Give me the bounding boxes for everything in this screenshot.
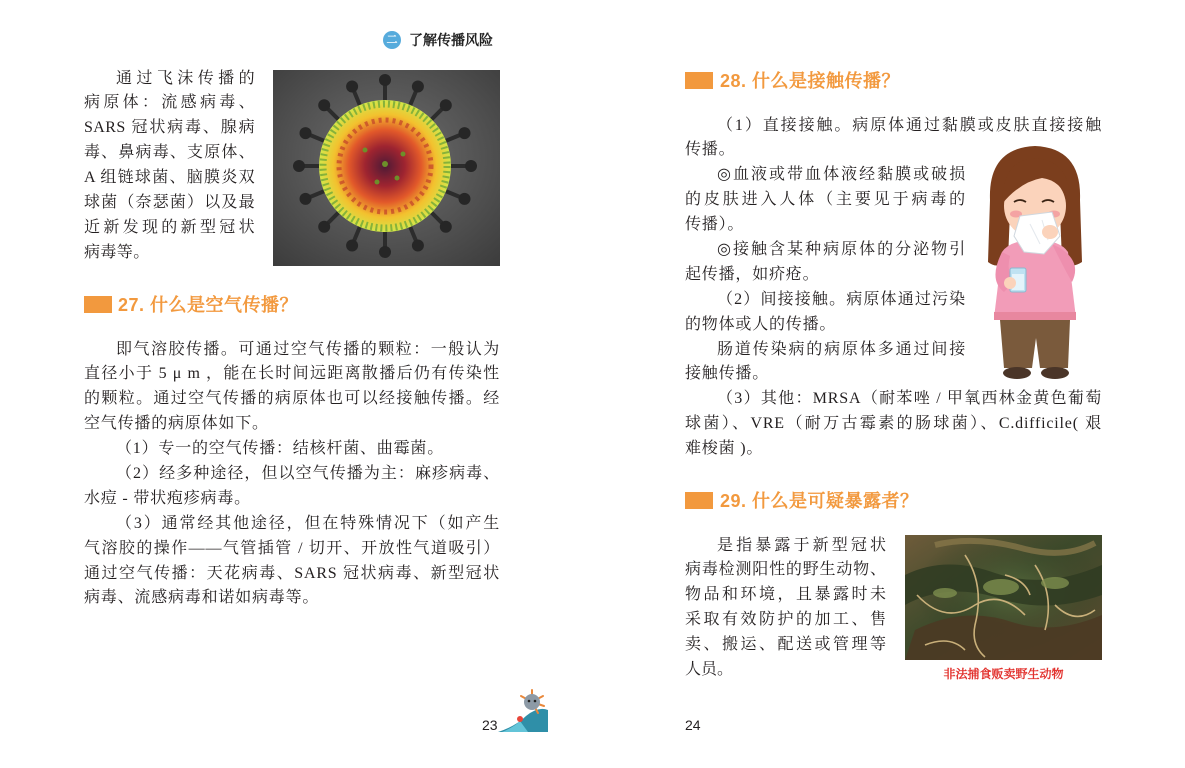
section-marker: [685, 492, 713, 509]
text-line: 的颗粒。通过空气传播的病原体也可以经接触传播。经: [84, 390, 500, 408]
text-line: 病毒、流感病毒和诺如病毒等。: [84, 589, 320, 607]
text-line: 毒、鼻病毒、支原体、: [84, 144, 255, 162]
text-line: ◎血液或带血体液经黏膜或破损: [717, 166, 966, 184]
text-line: 通过飞沫传播的: [116, 69, 255, 87]
section-29-body: [685, 534, 886, 683]
text-line: 气溶胶的操作——气管插管 / 切开、开放性气道吸引）: [84, 539, 500, 557]
text-line: （2）间接接触。病原体通过污染: [717, 290, 966, 308]
text-line: 即气溶胶传播。可通过空气传播的颗粒：一般认为: [116, 340, 500, 358]
text-line: 的皮肤进入人体（主要见于病毒的: [685, 191, 966, 209]
text-line: 空气传播的病原体如下。: [84, 415, 269, 433]
text-line: 人员。: [685, 660, 734, 678]
text-line: 近新发现的新型冠状: [84, 218, 255, 236]
wildlife-trade-photo: [905, 535, 1102, 660]
intro-paragraph: [84, 67, 255, 266]
text-line: 的物体或人的传播。: [685, 315, 837, 333]
chapter-badge: 二: [383, 31, 401, 49]
text-line: 起传播，如疥疮。: [685, 265, 820, 283]
text-line: 物品和环境，且暴露时未: [685, 586, 886, 604]
text-line: 难梭菌 )。: [685, 440, 764, 458]
section-28-heading: 28. 什么是接触传播？: [720, 71, 901, 91]
text-line: 肠道传染病的病原体多通过间接: [717, 340, 966, 358]
text-line: 球菌（奈瑟菌）以及最: [84, 193, 255, 211]
text-line: 直径小于 5 μ m ，能在长时间远距离散播后仍有传染性: [84, 365, 500, 383]
text-line: A 组链球菌、脑膜炎双: [84, 169, 255, 187]
section-27-body: [84, 338, 500, 612]
text-line: SARS 冠状病毒、腺病: [84, 119, 255, 137]
sneezing-girl-illustration: [980, 140, 1090, 382]
text-line: 水痘 - 带状疱疹病毒。: [84, 489, 251, 507]
photo-caption: 非法捕食贩卖野生动物: [943, 667, 1064, 681]
section-marker: [84, 296, 112, 313]
text-line: 传播）。: [685, 216, 745, 234]
text-line: （1）专一的空气传播：结核杆菌、曲霉菌。: [116, 440, 445, 458]
text-line: 病原体：流感病毒、: [84, 94, 255, 112]
section-29-heading: 29. 什么是可疑暴露者？: [720, 491, 919, 511]
page-number-left: 23: [482, 717, 498, 733]
text-line: （3）通常经其他途径，但在特殊情况下（如产生: [116, 514, 500, 532]
section-marker: [685, 72, 713, 89]
text-line: ◎接触含某种病原体的分泌物引: [717, 240, 966, 258]
text-line: 卖、搬运、配送或管理等: [685, 636, 886, 654]
text-line: 采取有效防护的加工、售: [685, 611, 886, 629]
text-line: 传播。: [685, 141, 736, 159]
page-number-right: 24: [685, 717, 701, 733]
text-line: （2）经多种途径，但以空气传播为主：麻疹病毒、: [116, 464, 500, 482]
section-27-heading: 27. 什么是空气传播？: [118, 295, 299, 315]
text-line: 病毒等。: [84, 243, 150, 261]
coronavirus-illustration: [273, 70, 500, 266]
virus-mascot-icon: [498, 688, 552, 734]
text-line: （1）直接接触。病原体通过黏膜或皮肤直接接触: [717, 116, 1102, 134]
chapter-title: 了解传播风险: [409, 32, 493, 48]
text-line: 球菌）、VRE（耐万古霉素的肠球菌）、C.difficile( 艰: [685, 415, 1102, 433]
text-line: 接触传播。: [685, 365, 770, 383]
text-line: 通过空气传播：天花病毒、SARS 冠状病毒、新型冠状: [84, 564, 500, 582]
text-line: 病毒检测阳性的野生动物、: [685, 561, 886, 579]
text-line: （3）其他：MRSA（耐苯唑 / 甲氧西林金黄色葡萄: [717, 390, 1102, 408]
text-line: 是指暴露于新型冠状: [717, 536, 886, 554]
